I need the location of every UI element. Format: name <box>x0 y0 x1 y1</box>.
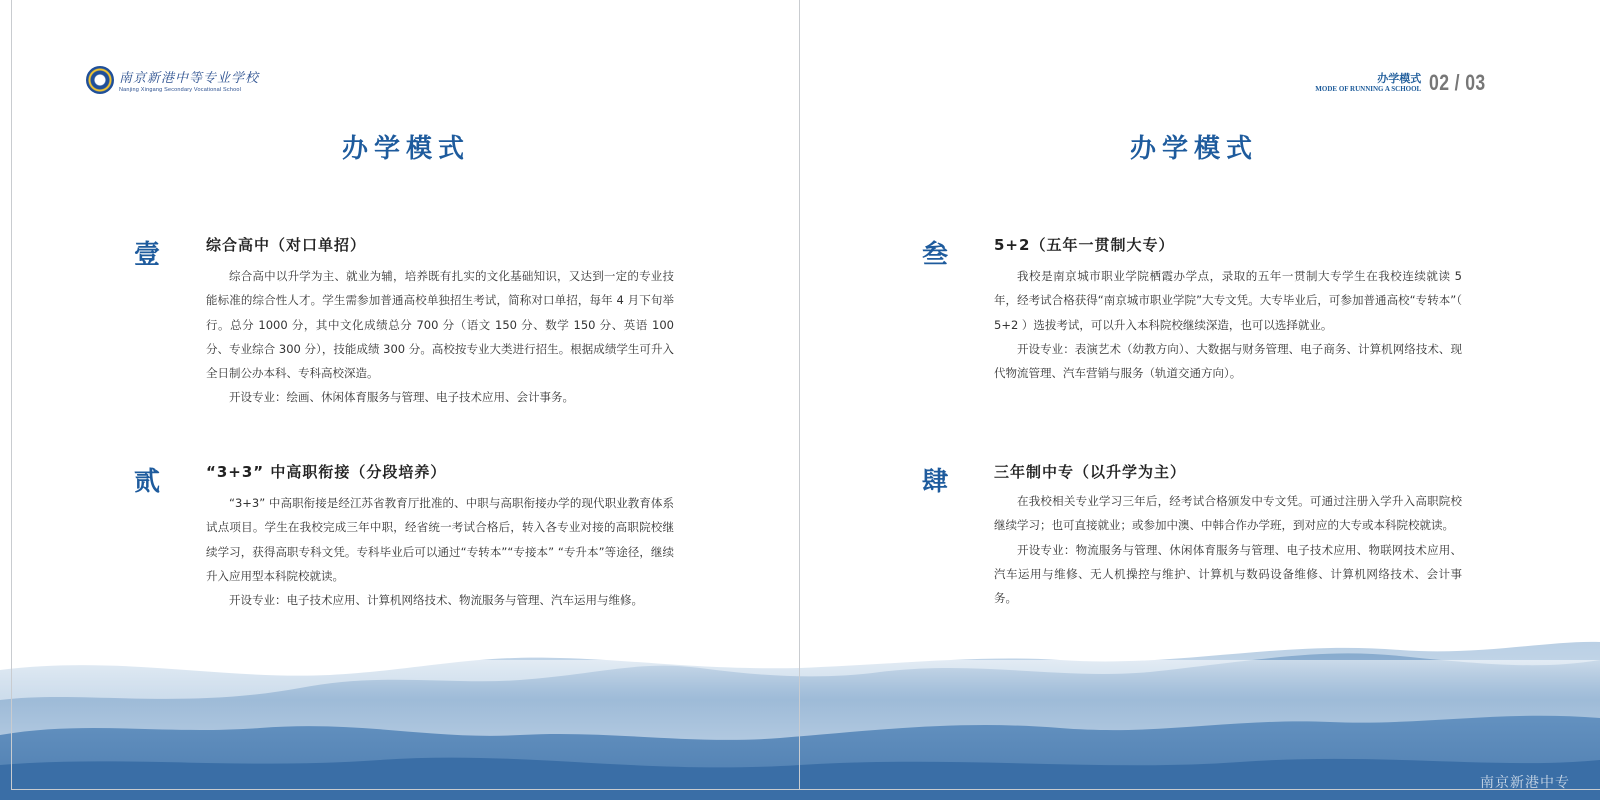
page-title: 办学模式 <box>341 134 470 164</box>
section-body <box>994 489 1462 610</box>
section-body <box>206 264 674 410</box>
school-name-cn: 南京新港中等专业学校 <box>119 71 260 86</box>
school-name-en: Nanjing Xingang Secondary Vocational School <box>119 87 242 93</box>
left-page <box>12 0 800 800</box>
section-title: 5+2（五年一贯制大专） <box>994 236 1175 254</box>
section-paragraph: 开设专业：绘画、休闲体育服务与管理、电子技术应用、会计事务。 <box>229 390 574 405</box>
section-numeral: 贰 <box>134 467 161 497</box>
section-paragraph: 综合高中以升学为主、就业为辅，培养既有扎实的文化基础知识，又达到一定的专业技能标准的综合性人才。学生需参加普通高校单独招生考试，简称对口单招，每年 4 月下旬举行。总分 1000 分，其中文化成绩总分 700 分（语文 150 分、数学 150 分、英语 100 分、专业综合 300 分），技能成绩 300 分。高校按专业大类进行招生。根据成绩学生可升入全日制公办本科、专科高校深造。 <box>206 269 674 381</box>
page-numbers: 02 / 03 <box>1429 70 1486 95</box>
section-paragraph: 在我校相关专业学习三年后，经考试合格颁发中专文凭。可通过注册入学升入高职院校继续学习；也可直接就业；或参加中澳、中韩合作办学班，到对应的大专或本科院校就读。 <box>994 494 1462 533</box>
section-title: “3+3” 中高职衔接（分段培养） <box>206 463 447 481</box>
right-page <box>800 0 1588 800</box>
school-logo <box>86 66 259 94</box>
section-paragraph: “3+3” 中高职衔接是经江苏省教育厅批准的、中职与高职衔接办学的现代职业教育体系试点项目。学生在我校完成三年中职，经省统一考试合格后，转入各专业对接的高职院校继续学习，获得高职专科文凭。专科毕业后可以通过“专转本”“专接本” “专升本”等途径，继续升入应用型本科院校就读。 <box>206 496 674 583</box>
header-label <box>1315 73 1421 94</box>
section-numeral: 肆 <box>922 467 949 497</box>
section-paragraph: 开设专业：物流服务与管理、休闲体育服务与管理、电子技术应用、物联网技术应用、汽车运用与维修、无人机操控与维护、计算机与数码设备维修、计算机网络技术、会计事务。 <box>994 542 1462 606</box>
section-numeral: 叁 <box>922 240 949 270</box>
header-label-cn: 办学模式 <box>1377 71 1422 85</box>
header-label-en: MODE OF RUNNING A SCHOOL <box>1315 84 1422 93</box>
section-paragraph: 开设专业：表演艺术（幼教方向）、大数据与财务管理、电子商务、计算机网络技术、现代物流管理、汽车营销与服务（轨道交通方向）。 <box>994 341 1462 381</box>
school-emblem-icon <box>86 66 114 94</box>
section-paragraph: 开设专业：电子技术应用、计算机网络技术、物流服务与管理、汽车运用与维修。 <box>229 593 643 608</box>
section-body <box>994 264 1462 385</box>
section-paragraph: 我校是南京城市职业学院栖霞办学点，录取的五年一贯制大专学生在我校连续就读 5 年，经考试合格获得“南京城市职业学院”大专文凭。大专毕业后，可参加普通高校“专转本”（ 5+2 ）选拔考试，可以升入本科院校继续深造，也可以选择就业。 <box>994 269 1462 332</box>
section-title: 综合高中（对口单招） <box>206 236 367 254</box>
school-logo-text <box>119 67 259 93</box>
section-title: 三年制中专（以升学为主） <box>994 463 1187 481</box>
section-numeral: 壹 <box>134 240 161 270</box>
watermark: 南京新港中专 <box>1480 775 1570 791</box>
page-title: 办学模式 <box>1129 134 1258 164</box>
section-body <box>206 491 674 612</box>
page-fold-line <box>799 0 800 790</box>
running-header <box>1315 70 1500 96</box>
